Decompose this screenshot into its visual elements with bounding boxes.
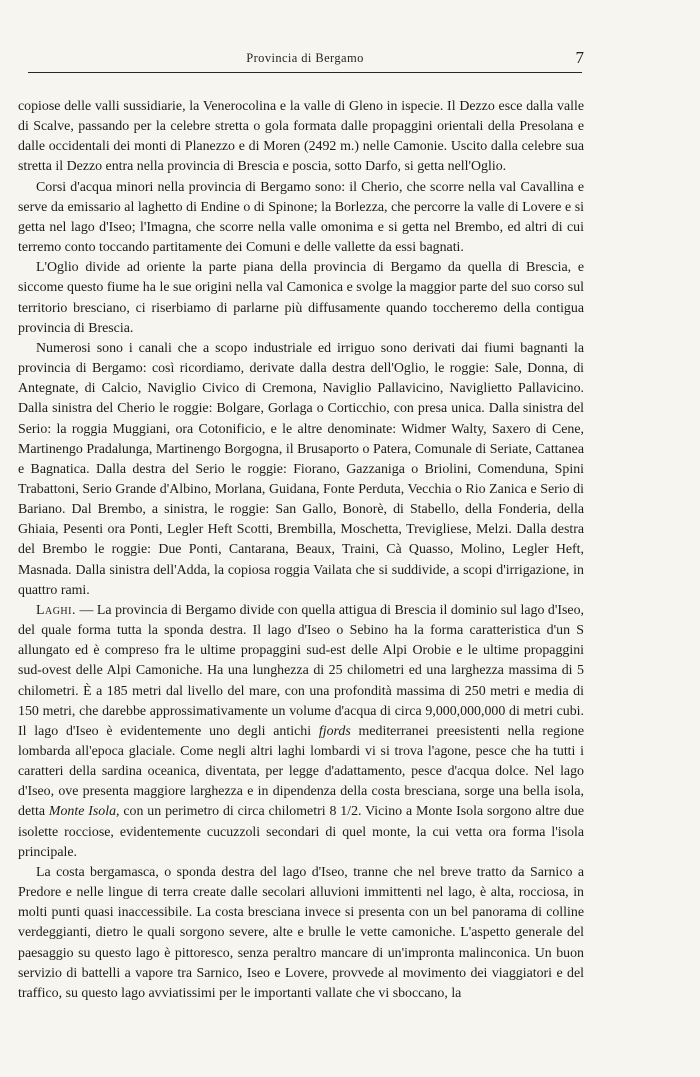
laghi-fraction: 1/2: [340, 804, 359, 820]
paragraph-canali: Numerosi sono i canali che a scopo industriale ed irriguo sono derivati dai fiumi bagnanti la provincia di Bergamo: così ricordiamo, derivate dalla destra dell'Oglio, le roggie: Sale, Donna, di Antegnate, di Calcio, Naviglio Civico di Cremona, Naviglio Pallavicino, Naviglietto Pallavicino. Dalla sinistra del Cherio le roggie: Bolgare, Gorlaga o Corticchio, con presa unica. Dalla sinistra del Serio: la roggia Muggiani, ora Cotonificio, e le altre denominate: Widmer Walty, Saxero di Cene, Martinengo Pradalunga, Martinengo Borgogna, il Brusaporto o Patera, Comunale di Seriate, Cattanea e Bagnatica. Dalla destra del Serio le roggie: Fiorano, Gazzaniga o Briolini, Comendunа, Spini Trabattoni, Serio Grande d'Albino, Morlana, Guidana, Fonte Perduta, Vecchia o Rio Zanica e Serio di Bariano. Dal Brembo, a sinistra, le roggie: San Gallo, Bonorè, di Stabello, della Fonderia, della Ghiaia, Pesenti ora Ponti, Legler Heft Scotti, Brembilla, Moschetta, Trevigliese, Melzi. Dalla destra del Brembo le roggie: Due Ponti, Cantarana, Beaux, Traini, Cà Quasso, Molino, Legler Heft, Masnada. Dalla sinistra dell'Adda, la copiosa roggia Vailata che si suddivide, a scopi d'irrigazione, in quattro rami.: [18, 340, 584, 598]
paragraph-laghi: [18, 601, 584, 863]
paragraph-oglio: L'Oglio divide ad oriente la parte piana della provincia di Bergamo da quella di Brescia, e siccome questo fiume ha le sue origini nella val Camonica e svolge la maggior parte del suo corso sul territorio bresciano, ci riserbiamo di parlarne più diffusamente quando toccheremo della contigua provincia di Brescia.: [18, 260, 584, 336]
body-text: [18, 97, 584, 1004]
laghi-italic-fjords: fjords: [318, 723, 351, 739]
running-title: Provincia di Bergamo: [246, 51, 364, 65]
paragraph-costa: La costa bergamasca, o sponda destra del lago d'Iseo, tranne che nel breve tratto da Sarnico a Predore e nelle lingue di terra create dalle secolari alluvioni immittenti nel lago, è alta, rocciosa, in molti punti quasi inaccessibile. La costa bresciana invece si presenta con un bel panorama di colline verdeggianti, dietro le quali sorgono severe, alte e brulle le vette camoniche. L'aspetto generale del paesaggio su questo lago è pittoresco, senza peraltro mancare di un'impronta malinconica. Un buon servizio di battelli a vapore tra Sarnico, Iseo e Lovere, provvede al movimento dei viaggiatori e del traffico, su questo lago avviatissimi per le importanti vallate che vi sboccano, la: [18, 864, 584, 1001]
section-lead-laghi: Laghi.: [36, 602, 76, 618]
paragraph-dezzo: copiose delle valli sussidiarie, la Venerocolina e la valle di Gleno in ispecie. Il Dezzo esce dalla valle di Scalve, passando per la celebre stretta o gola formata dalle propaggini orientali della Presolana e dalle occidentali dei monti di Planezzo e di Moren (2492 m.) nelle Camonie. Uscito dalla celebre sua stretta il Dezzo entra nella provincia di Brescia e poscia, sotto Darfo, si getta nell'Oglio.: [18, 99, 584, 175]
running-head: [28, 50, 582, 73]
laghi-italic-monte-isola: Monte Isola: [48, 804, 117, 820]
laghi-text-d: . Vicino a Monte Isola sorgono altre due isolette rocciose, evidentemente cucuzzoli secondari di quel monte, la cui vetta ora forma l'isola principale.: [18, 804, 584, 860]
paragraph-corsi-acqua: Corsi d'acqua minori nella provincia di Bergamo sono: il Cherio, che scorre nella val Cavallina e serve da emissario al laghetto di Endine o di Spinone; la Borlezza, che percorre la valle di Lovere e si getta nel lago d'Iseo; l'Imagna, che scorre nella valle omonima e si getta nel Brembo, ed altri di cui terremo conto toccando partitamente dei Comuni e delle vallette da essi bagnati.: [18, 179, 584, 256]
laghi-text-a: — La provincia di Bergamo divide con quella attigua di Brescia il dominio sul lago d'Iseo, del quale forma tutta la sponda destra. Il lago d'Iseo o Sebino ha la forma caratteristica d'un S allungato ed è compreso fra le ultime propaggini sud-est delle Alpi Orobie e le ultime propaggini sud-ovest delle Alpi Camoniche. Ha una lunghezza di 25 chilometri ed una larghezza massima di 5 chilometri. È a 185 metri dal livello del mare, con una profondità massima di 250 metri e media di 150 metri, che darebbe approssimativamente un volume d'acqua di circa 9,000,000,000 di metri cubi. Il lago d'Iseo è evidentemente uno degli antichi: [18, 602, 584, 739]
page-number: 7: [575, 48, 584, 67]
laghi-text-b: mediterranei preesistenti nella regione lombarda all'epoca glaciale. Come negli altri laghi lombardi vi si trova l'agone, pesce che ha tutti i caratteri della sardina oceanica, diventata, per legge d'adattamento, pesce d'acqua dolce. Nel lago d'Iseo, ove presenta maggiore larghezza e in dipendenza della costa bresciana, sorge una bella isola, detta: [18, 723, 585, 820]
laghi-text-c: , con un perimetro di circa chilometri 8: [116, 804, 341, 820]
